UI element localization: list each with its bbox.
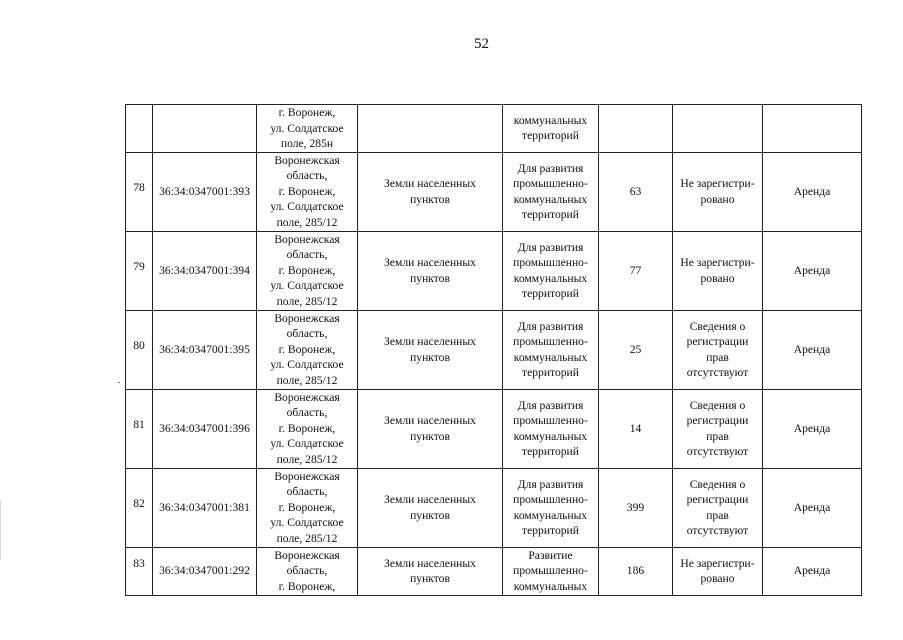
cell-area: 77 [599, 231, 673, 310]
cell-address [257, 231, 358, 310]
category-line: пунктов [410, 508, 450, 522]
address-line: ул. Солдатское [270, 200, 344, 214]
rights-line: ровано [700, 192, 735, 206]
purpose-line: территорий [522, 208, 579, 221]
rights-line: Не зарегистри- [680, 177, 755, 190]
purpose-line: территорий [522, 366, 579, 379]
rights-line: прав [706, 508, 729, 522]
scan-edge-line [0, 500, 1, 560]
rights-line: Сведения о [689, 477, 746, 491]
cell-cadastral: 36:34:0347001:395 [153, 310, 257, 389]
category-line: пунктов [410, 192, 450, 206]
category-line: Земли населенных [384, 556, 476, 570]
rights-line: Сведения о [689, 398, 746, 412]
cell-encumbrance: Аренда [763, 310, 862, 389]
rights-line: Не зарегистри- [680, 556, 755, 570]
purpose-line: территорий [522, 445, 579, 458]
rights-line: Сведения о [689, 319, 746, 333]
address-line: ул. Солдатское [270, 279, 344, 293]
cell-address [257, 310, 358, 389]
address-line: ул. Солдатское [270, 437, 344, 451]
cell-rights [673, 468, 763, 547]
cell-category [358, 468, 503, 547]
cell-cadastral: 36:34:0347001:393 [153, 152, 257, 231]
table-row [126, 547, 862, 595]
address-line: Воронежская [274, 469, 340, 483]
land-plots-table [125, 104, 862, 596]
cell-encumbrance [763, 105, 862, 153]
purpose-line: промышленно- [513, 335, 588, 348]
purpose-line: коммунальных [513, 192, 588, 206]
purpose-line: Для развития [517, 161, 584, 175]
address-line: область, [286, 248, 328, 262]
address-line: область, [286, 485, 328, 499]
cell-cadastral: 36:34:0347001:381 [153, 468, 257, 547]
cell-cadastral: 36:34:0347001:292 [153, 547, 257, 595]
cell-category [358, 389, 503, 468]
cell-area: 63 [599, 152, 673, 231]
purpose-line: промышленно- [513, 256, 588, 269]
purpose-line: коммунальных [513, 429, 588, 443]
rights-line: регистрации [686, 335, 749, 348]
purpose-line: территорий [522, 287, 579, 300]
purpose-line: промышленно- [513, 493, 588, 506]
purpose-line: промышленно- [513, 177, 588, 190]
cell-category [358, 152, 503, 231]
address-line: поле, 285/12 [276, 294, 338, 308]
cell-num: 83 [126, 547, 153, 595]
rights-line: отсутствуют [686, 524, 749, 537]
scan-speck [118, 382, 120, 383]
cell-purpose [503, 468, 599, 547]
cell-area: 25 [599, 310, 673, 389]
cell-area: 399 [599, 468, 673, 547]
cell-encumbrance: Аренда [763, 389, 862, 468]
rights-line: прав [706, 429, 729, 443]
purpose-line: Развитие [528, 548, 573, 562]
table-row [126, 468, 862, 547]
cell-encumbrance: Аренда [763, 152, 862, 231]
address-line: поле, 285/12 [276, 373, 338, 387]
cell-encumbrance: Аренда [763, 547, 862, 595]
cell-area: 186 [599, 547, 673, 595]
address-line: ул. Солдатское [270, 358, 344, 372]
cell-num: 79 [126, 231, 153, 310]
cell-area [599, 105, 673, 153]
cell-address [257, 152, 358, 231]
cell-purpose [503, 389, 599, 468]
category-line: пунктов [410, 350, 450, 364]
rights-line: ровано [700, 572, 735, 585]
rights-line: прав [706, 350, 729, 364]
address-line: Воронежская [274, 153, 340, 167]
purpose-line: коммунальных [513, 113, 588, 127]
category-line: пунктов [410, 572, 450, 585]
category-line: Земли населенных [384, 414, 476, 427]
cell-category [358, 547, 503, 595]
cell-category [358, 310, 503, 389]
cell-num: 81 [126, 389, 153, 468]
cell-purpose [503, 547, 599, 595]
cell-rights [673, 231, 763, 310]
cell-cadastral: 36:34:0347001:394 [153, 231, 257, 310]
purpose-line: промышленно- [513, 414, 588, 427]
table-row [126, 310, 862, 389]
purpose-line: коммунальных [513, 579, 588, 593]
cell-num: 78 [126, 152, 153, 231]
category-line: пунктов [410, 429, 450, 443]
cell-rights [673, 547, 763, 595]
address-line: Воронежская [274, 232, 340, 246]
cell-purpose [503, 152, 599, 231]
address-line: ул. Солдатское [270, 121, 344, 135]
category-line: Земли населенных [384, 256, 476, 269]
address-line: г. Воронеж, [278, 106, 336, 119]
purpose-line: Для развития [517, 477, 584, 491]
address-line: область, [286, 169, 328, 183]
rights-line: отсутствуют [686, 366, 749, 379]
cell-purpose [503, 105, 599, 153]
cell-encumbrance: Аренда [763, 231, 862, 310]
address-line: г. Воронеж, [278, 184, 336, 198]
address-line: г. Воронеж, [278, 342, 336, 356]
address-line: Воронежская [274, 548, 340, 562]
rights-line: регистрации [686, 493, 749, 506]
rights-line: Не зарегистри- [680, 256, 755, 269]
purpose-line: Для развития [517, 398, 584, 412]
rights-line: ровано [700, 271, 735, 285]
cell-cadastral [153, 105, 257, 153]
cell-purpose [503, 231, 599, 310]
address-line: г. Воронеж, [278, 263, 336, 277]
rights-line: регистрации [686, 414, 749, 427]
cell-purpose [503, 310, 599, 389]
table-row [126, 231, 862, 310]
purpose-line: коммунальных [513, 350, 588, 364]
cell-address [257, 547, 358, 595]
cell-rights [673, 105, 763, 153]
address-line: Воронежская [274, 390, 340, 404]
address-line: область, [286, 406, 328, 420]
table-row [126, 152, 862, 231]
page-number: 52 [474, 36, 489, 52]
cell-category [358, 105, 503, 153]
cell-rights [673, 389, 763, 468]
address-line: поле, 285/12 [276, 215, 338, 229]
purpose-line: промышленно- [513, 564, 588, 578]
cell-rights [673, 152, 763, 231]
address-line: г. Воронеж, [278, 421, 336, 435]
table-row-continued [126, 105, 862, 153]
purpose-line: Для развития [517, 240, 584, 254]
category-line: Земли населенных [384, 335, 476, 348]
category-line: Земли населенных [384, 177, 476, 190]
address-line: г. Воронеж, [278, 579, 336, 593]
address-line: область, [286, 564, 328, 578]
cell-address [257, 105, 358, 153]
cell-cadastral: 36:34:0347001:396 [153, 389, 257, 468]
category-line: Земли населенных [384, 493, 476, 506]
address-line: поле, 285/12 [276, 452, 338, 466]
cell-num [126, 105, 153, 153]
address-line: г. Воронеж, [278, 500, 336, 514]
address-line: область, [286, 327, 328, 341]
address-line: Воронежская [274, 311, 340, 325]
purpose-line: Для развития [517, 319, 584, 333]
cell-category [358, 231, 503, 310]
cell-num: 80 [126, 310, 153, 389]
cell-num: 82 [126, 468, 153, 547]
cell-address [257, 389, 358, 468]
address-line: поле, 285н [280, 137, 334, 150]
cell-address [257, 468, 358, 547]
cell-encumbrance: Аренда [763, 468, 862, 547]
rights-line: отсутствуют [686, 445, 749, 458]
category-line: пунктов [410, 271, 450, 285]
address-line: ул. Солдатское [270, 516, 344, 530]
purpose-line: территорий [522, 129, 579, 143]
purpose-line: коммунальных [513, 271, 588, 285]
address-line: поле, 285/12 [276, 531, 338, 545]
table-row [126, 389, 862, 468]
purpose-line: территорий [522, 524, 579, 537]
cell-rights [673, 310, 763, 389]
cell-area: 14 [599, 389, 673, 468]
purpose-line: коммунальных [513, 508, 588, 522]
